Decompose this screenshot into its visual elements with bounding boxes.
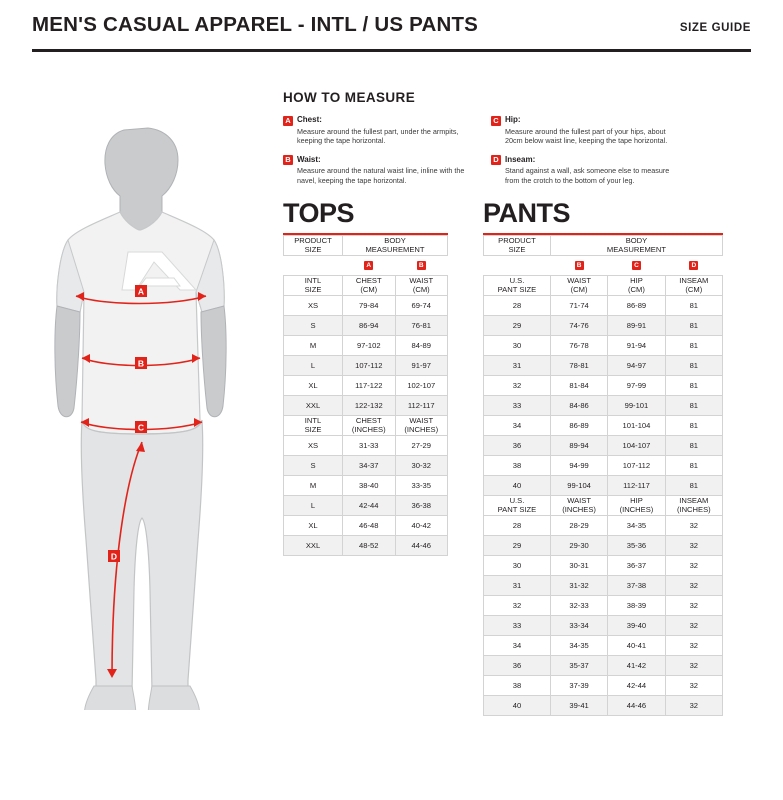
cell-inseam: 32 xyxy=(665,596,722,616)
cell-size: M xyxy=(284,336,343,356)
cell-inseam: 32 xyxy=(665,696,722,716)
figure-badge-d-label: D xyxy=(110,551,118,562)
table-row xyxy=(484,556,723,576)
cell-inseam: 32 xyxy=(665,576,722,596)
cell-chest: 107-112 xyxy=(343,356,395,376)
cell-hip: 40-41 xyxy=(608,636,665,656)
how-to-measure-item-waist xyxy=(283,155,469,186)
cell-chest: 79-84 xyxy=(343,296,395,316)
cell-inseam: 32 xyxy=(665,656,722,676)
cell-size: 38 xyxy=(484,456,551,476)
cell-size: XXL xyxy=(284,396,343,416)
cell-inseam: 81 xyxy=(665,396,722,416)
table-row xyxy=(284,396,448,416)
brand-logo-bar xyxy=(140,278,180,286)
tops-inches-column-headers xyxy=(284,416,448,436)
pants-badge-empty xyxy=(484,256,551,276)
cell-chest: 117-122 xyxy=(343,376,395,396)
tops-col-chest-in: CHEST (INCHES) xyxy=(343,416,395,436)
cell-hip: 86-89 xyxy=(608,296,665,316)
cell-hip: 91-94 xyxy=(608,336,665,356)
cell-size: S xyxy=(284,456,343,476)
cell-waist: 34-35 xyxy=(550,636,607,656)
table-row xyxy=(284,356,448,376)
cell-size: M xyxy=(284,476,343,496)
tops-badge-b: B xyxy=(395,256,448,276)
how-to-measure-label: Chest: xyxy=(297,115,322,124)
figure-badge-a-label: A xyxy=(137,286,145,297)
table-row xyxy=(484,516,723,536)
how-to-measure-section xyxy=(283,90,751,195)
tops-badge-a: A xyxy=(343,256,395,276)
pants-col-hip-cm: HIP (CM) xyxy=(608,276,665,296)
pants-col-waist-in: WAIST (INCHES) xyxy=(550,496,607,516)
cell-hip: 36-37 xyxy=(608,556,665,576)
left-arm xyxy=(55,306,80,417)
table-row xyxy=(284,436,448,456)
how-to-measure-label: Hip: xyxy=(505,115,521,124)
cell-size: 34 xyxy=(484,636,551,656)
cell-size: XL xyxy=(284,516,343,536)
cell-size: 29 xyxy=(484,536,551,556)
pants-badge-d: D xyxy=(665,256,722,276)
measurement-figure xyxy=(24,120,274,710)
cell-waist: 81-84 xyxy=(550,376,607,396)
tops-size-table xyxy=(283,235,448,556)
table-row xyxy=(484,436,723,456)
tops-body-measurement-header: BODY MEASUREMENT xyxy=(343,236,448,256)
table-row xyxy=(484,296,723,316)
cell-inseam: 32 xyxy=(665,676,722,696)
cell-size: 32 xyxy=(484,596,551,616)
cell-hip: 97-99 xyxy=(608,376,665,396)
cell-inseam: 81 xyxy=(665,416,722,436)
figure-badge-b-label: B xyxy=(137,358,145,369)
cell-inseam: 32 xyxy=(665,556,722,576)
pants-col-hip-in: HIP (INCHES) xyxy=(608,496,665,516)
cell-inseam: 81 xyxy=(665,296,722,316)
cell-waist: 44-46 xyxy=(395,536,448,556)
cell-size: 28 xyxy=(484,516,551,536)
cell-waist: 89-94 xyxy=(550,436,607,456)
male-figure-illustration xyxy=(24,120,274,710)
table-row xyxy=(484,536,723,556)
cell-waist: 102-107 xyxy=(395,376,448,396)
cell-hip: 94-97 xyxy=(608,356,665,376)
cell-inseam: 32 xyxy=(665,536,722,556)
cell-size: 36 xyxy=(484,436,551,456)
how-to-measure-label: Inseam: xyxy=(505,154,536,164)
table-row xyxy=(484,476,723,496)
cell-waist: 28-29 xyxy=(550,516,607,536)
tops-badge-row xyxy=(284,256,448,276)
table-row xyxy=(284,496,448,516)
cell-size: 34 xyxy=(484,416,551,436)
cell-inseam: 32 xyxy=(665,516,722,536)
pants-header-group-row xyxy=(484,236,723,256)
cell-size: 28 xyxy=(484,296,551,316)
tops-col-waist-cm: WAIST (CM) xyxy=(395,276,448,296)
table-row xyxy=(284,476,448,496)
table-row xyxy=(484,616,723,636)
how-to-measure-item-hip xyxy=(491,115,677,146)
cell-waist: 78-81 xyxy=(550,356,607,376)
cell-waist: 35-37 xyxy=(550,656,607,676)
pants-shape xyxy=(81,420,203,697)
cell-hip: 39-40 xyxy=(608,616,665,636)
cell-waist: 40-42 xyxy=(395,516,448,536)
size-guide-label: SIZE GUIDE xyxy=(679,22,751,34)
cell-size: XS xyxy=(284,436,343,456)
how-to-measure-column-right xyxy=(491,115,677,195)
table-row xyxy=(484,396,723,416)
table-row xyxy=(284,316,448,336)
table-row xyxy=(284,296,448,316)
cell-size: L xyxy=(284,496,343,516)
cell-size: 40 xyxy=(484,476,551,496)
cell-waist: 30-31 xyxy=(550,556,607,576)
table-row xyxy=(284,456,448,476)
pants-table-block xyxy=(483,198,723,716)
right-arm xyxy=(201,306,226,417)
cell-size: 30 xyxy=(484,336,551,356)
pants-cm-column-headers xyxy=(484,276,723,296)
cell-hip: 35-36 xyxy=(608,536,665,556)
tshirt-shape xyxy=(57,212,224,434)
table-row xyxy=(484,656,723,676)
cell-inseam: 81 xyxy=(665,336,722,356)
pants-col-waist-cm: WAIST (CM) xyxy=(550,276,607,296)
cell-size: 29 xyxy=(484,316,551,336)
cell-inseam: 32 xyxy=(665,636,722,656)
pants-size-table xyxy=(483,235,723,716)
cell-waist: 37-39 xyxy=(550,676,607,696)
cell-size: 30 xyxy=(484,556,551,576)
left-shoe xyxy=(84,686,135,710)
pants-product-size-header: PRODUCT SIZE xyxy=(484,236,551,256)
table-row xyxy=(484,696,723,716)
tops-cm-column-headers xyxy=(284,276,448,296)
cell-size: 33 xyxy=(484,396,551,416)
cell-chest: 42-44 xyxy=(343,496,395,516)
page-title: MEN'S CASUAL APPAREL - INTL / US PANTS xyxy=(32,13,479,36)
cell-waist: 94-99 xyxy=(550,456,607,476)
table-row xyxy=(284,336,448,356)
pants-col-us-size: U.S. PANT SIZE xyxy=(484,276,551,296)
cell-chest: 38-40 xyxy=(343,476,395,496)
cell-hip: 112-117 xyxy=(608,476,665,496)
figure-badge-c-label: C xyxy=(137,422,145,433)
tops-product-size-header: PRODUCT SIZE xyxy=(284,236,343,256)
cell-waist: 33-34 xyxy=(550,616,607,636)
pants-badge-row xyxy=(484,256,723,276)
cell-waist: 76-78 xyxy=(550,336,607,356)
cell-waist: 31-32 xyxy=(550,576,607,596)
how-to-measure-desc: Measure around the fullest part, under the armpits, keeping the tape horizontal. xyxy=(297,126,459,146)
table-row xyxy=(484,416,723,436)
cell-size: 40 xyxy=(484,696,551,716)
cell-waist: 69-74 xyxy=(395,296,448,316)
pants-body-measurement-header: BODY MEASUREMENT xyxy=(550,236,722,256)
pants-badge-b: B xyxy=(550,256,607,276)
cell-chest: 31-33 xyxy=(343,436,395,456)
table-row xyxy=(484,376,723,396)
cell-chest: 48-52 xyxy=(343,536,395,556)
table-row xyxy=(284,536,448,556)
table-row xyxy=(284,376,448,396)
cell-hip: 99-101 xyxy=(608,396,665,416)
cell-inseam: 81 xyxy=(665,376,722,396)
how-to-measure-column-left xyxy=(283,115,469,195)
cell-size: 38 xyxy=(484,676,551,696)
pants-col-inseam-cm: INSEAM (CM) xyxy=(665,276,722,296)
cell-inseam: 81 xyxy=(665,476,722,496)
cell-inseam: 81 xyxy=(665,456,722,476)
cell-size: 36 xyxy=(484,656,551,676)
cell-chest: 34-37 xyxy=(343,456,395,476)
cell-hip: 44-46 xyxy=(608,696,665,716)
cell-waist: 39-41 xyxy=(550,696,607,716)
cell-hip: 104-107 xyxy=(608,436,665,456)
tops-col-intl-size: INTL SIZE xyxy=(284,276,343,296)
pants-inches-column-headers xyxy=(484,496,723,516)
how-to-measure-label: Waist: xyxy=(297,154,321,164)
table-row xyxy=(484,636,723,656)
cell-size: XXL xyxy=(284,536,343,556)
cell-hip: 38-39 xyxy=(608,596,665,616)
table-row xyxy=(484,316,723,336)
cell-inseam: 32 xyxy=(665,616,722,636)
cell-waist: 99-104 xyxy=(550,476,607,496)
cell-size: XL xyxy=(284,376,343,396)
cell-waist: 74-76 xyxy=(550,316,607,336)
cell-waist: 30-32 xyxy=(395,456,448,476)
cell-hip: 107-112 xyxy=(608,456,665,476)
table-row xyxy=(484,576,723,596)
table-row xyxy=(484,676,723,696)
cell-size: 33 xyxy=(484,616,551,636)
how-to-measure-desc: Measure around the natural waist line, inline with the navel, keeping the tape horizontal. xyxy=(297,166,465,186)
how-to-measure-item-chest xyxy=(283,115,469,146)
tops-title: TOPS xyxy=(283,198,355,228)
badge-b-icon: B xyxy=(283,155,293,165)
cell-size: 31 xyxy=(484,576,551,596)
cell-size: L xyxy=(284,356,343,376)
badge-c-icon: C xyxy=(491,116,501,126)
how-to-measure-title: HOW TO MEASURE xyxy=(283,90,416,105)
cell-size: 31 xyxy=(484,356,551,376)
cell-waist: 33-35 xyxy=(395,476,448,496)
pants-col-inseam-in: INSEAM (INCHES) xyxy=(665,496,722,516)
table-row xyxy=(484,596,723,616)
head-shape xyxy=(90,128,192,230)
cell-chest: 46-48 xyxy=(343,516,395,536)
how-to-measure-desc: Measure around the fullest part of your hips, about 20cm below waist line, keeping the tape horizontal. xyxy=(505,126,668,146)
pants-title: PANTS xyxy=(483,198,571,228)
tops-header-group-row xyxy=(284,236,448,256)
cell-hip: 89-91 xyxy=(608,316,665,336)
cell-inseam: 81 xyxy=(665,356,722,376)
cell-chest: 86-94 xyxy=(343,316,395,336)
pants-col-us-size-in: U.S. PANT SIZE xyxy=(484,496,551,516)
cell-hip: 41-42 xyxy=(608,656,665,676)
cell-chest: 122-132 xyxy=(343,396,395,416)
cell-size: XS xyxy=(284,296,343,316)
cell-waist: 27-29 xyxy=(395,436,448,456)
cell-waist: 86-89 xyxy=(550,416,607,436)
cell-hip: 101-104 xyxy=(608,416,665,436)
badge-a-icon: A xyxy=(283,116,293,126)
cell-waist: 76-81 xyxy=(395,316,448,336)
cell-waist: 36-38 xyxy=(395,496,448,516)
table-row xyxy=(484,456,723,476)
table-row xyxy=(284,516,448,536)
badge-d-icon: D xyxy=(491,155,501,165)
cell-waist: 71-74 xyxy=(550,296,607,316)
cell-hip: 34-35 xyxy=(608,516,665,536)
cell-inseam: 81 xyxy=(665,316,722,336)
cell-size: S xyxy=(284,316,343,336)
page-header xyxy=(0,0,783,56)
table-row xyxy=(484,356,723,376)
cell-waist: 112-117 xyxy=(395,396,448,416)
cell-waist: 84-89 xyxy=(395,336,448,356)
cell-chest: 97-102 xyxy=(343,336,395,356)
header-divider xyxy=(32,49,751,52)
cell-waist: 32-33 xyxy=(550,596,607,616)
cell-waist: 91-97 xyxy=(395,356,448,376)
how-to-measure-item-inseam xyxy=(491,155,677,186)
pants-badge-c: C xyxy=(608,256,665,276)
tops-col-waist-in: WAIST (INCHES) xyxy=(395,416,448,436)
cell-hip: 37-38 xyxy=(608,576,665,596)
right-shoe xyxy=(148,686,199,710)
table-row xyxy=(484,336,723,356)
how-to-measure-desc: Stand against a wall, ask someone else to measure from the crotch to the bottom of your leg. xyxy=(505,166,670,186)
tops-badge-empty xyxy=(284,256,343,276)
tops-table-block xyxy=(283,198,448,556)
cell-inseam: 81 xyxy=(665,436,722,456)
tops-col-intl-size-in: INTL SIZE xyxy=(284,416,343,436)
cell-waist: 29-30 xyxy=(550,536,607,556)
cell-hip: 42-44 xyxy=(608,676,665,696)
tops-col-chest-cm: CHEST (CM) xyxy=(343,276,395,296)
cell-size: 32 xyxy=(484,376,551,396)
cell-waist: 84-86 xyxy=(550,396,607,416)
